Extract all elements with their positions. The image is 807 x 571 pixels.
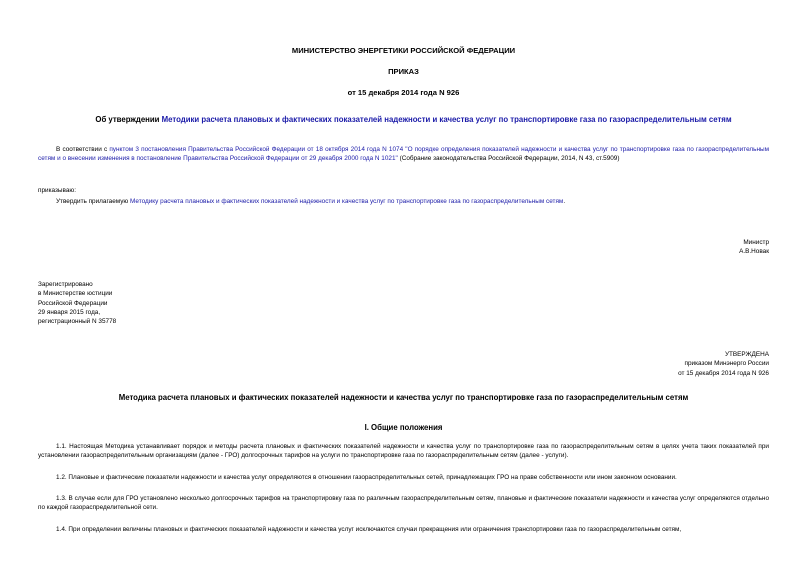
- order-approve-paragraph: [38, 197, 769, 206]
- order-method-link[interactable]: Методику расчета плановых и фактических показателей надежности и качества услуг по транспортировке газа по газораспределительным сетям: [130, 198, 564, 205]
- approved-line3: от 15 декабря 2014 года N 926: [678, 369, 769, 377]
- doc-type-heading: ПРИКАЗ: [388, 67, 419, 76]
- paragraph-1-2: 1.2. Плановые и фактические показатели надежности и качества услуг определяются в отношении газораспределительных сетей, принадлежащих ГРО на праве собственности или ином законном основании.: [56, 474, 677, 481]
- document-title: [20, 114, 807, 125]
- order-prikazyvayu: приказываю:: [38, 187, 76, 194]
- signature-position: Министр: [743, 239, 769, 246]
- ministry-heading: МИНИСТЕРСТВО ЭНЕРГЕТИКИ РОССИЙСКОЙ ФЕДЕРАЦИИ: [291, 46, 516, 55]
- approved-block: [500, 350, 769, 378]
- registration-line3: Российской Федерации: [38, 299, 108, 307]
- preamble-part2: (Собрание законодательства Российской Федерации, 2014, N 43, ст.5909): [397, 155, 620, 163]
- order-approve-suffix: .: [563, 198, 566, 205]
- approved-line1: УТВЕРЖДЕНА: [724, 351, 769, 358]
- registration-line2: в Министерстве юстиции: [38, 290, 113, 298]
- registration-block: [38, 280, 116, 326]
- registration-line1: Зарегистрировано: [38, 281, 93, 288]
- doc-date-heading: от 15 декабря 2014 года N 926: [347, 88, 460, 97]
- preamble-part1: В соответствии с: [56, 146, 110, 153]
- section-1-heading: I. Общие положения: [364, 423, 443, 432]
- signature-name: А.В.Новак: [739, 248, 769, 256]
- paragraph-1-1: 1.1. Настоящая Методика устанавливает порядок и методы расчета плановых и фактических показателей надежности и качества услуг по транспортировке газа по газораспределительным сетям в целях учета таких показателей при установлении газораспределительным организациям (далее - ГРО) долгосрочных тарифов на услуги по транспортировке газа по газораспределительным сетям (далее - услуги).: [38, 443, 769, 460]
- registration-line5: регистрационный N 35778: [38, 318, 117, 326]
- order-approve-prefix: Утвердить прилагаемую: [56, 198, 130, 205]
- paragraph-1-4: 1.4. При определении величины плановых и фактических показателей надежности и качества услуг исключаются случаи прекращения или ограничения транспортировки газа по газораспределительным сетям,: [56, 526, 682, 533]
- preamble-resolution-link[interactable]: пунктом 3 постановления Правительства Российской Федерации от 18 октября 2014 года N 1074 "О порядке определения показателей надежности и качества услуг по транспортировке газа по газораспределительным сетям и о внесении изменения в постановление Правительства Российской Федерации от 29 декабря 2000 года N 1021": [38, 146, 770, 163]
- signature-block: [500, 238, 769, 257]
- approved-line2: приказом Минэнерго России: [684, 360, 769, 368]
- title-prefix: Об утверждении: [95, 115, 162, 124]
- preamble-paragraph: [38, 145, 769, 164]
- title-method-link[interactable]: Методики расчета плановых и фактических показателей надежности и качества услуг по транспортировке газа по газораспределительным сетям: [161, 115, 732, 124]
- paragraph-1-3: 1.3. В случае если для ГРО установлено несколько долгосрочных тарифов на транспортировку газа по различным газораспределительным сетям, плановые и фактические показатели надежности и качества услуг определяются отдельно по каждой газораспределительной сети.: [38, 495, 769, 512]
- method-title: Методика расчета плановых и фактических показателей надежности и качества услуг по транспортировке газа по газораспределительным сетям: [118, 393, 689, 402]
- registration-line4: 29 января 2015 года,: [38, 308, 101, 316]
